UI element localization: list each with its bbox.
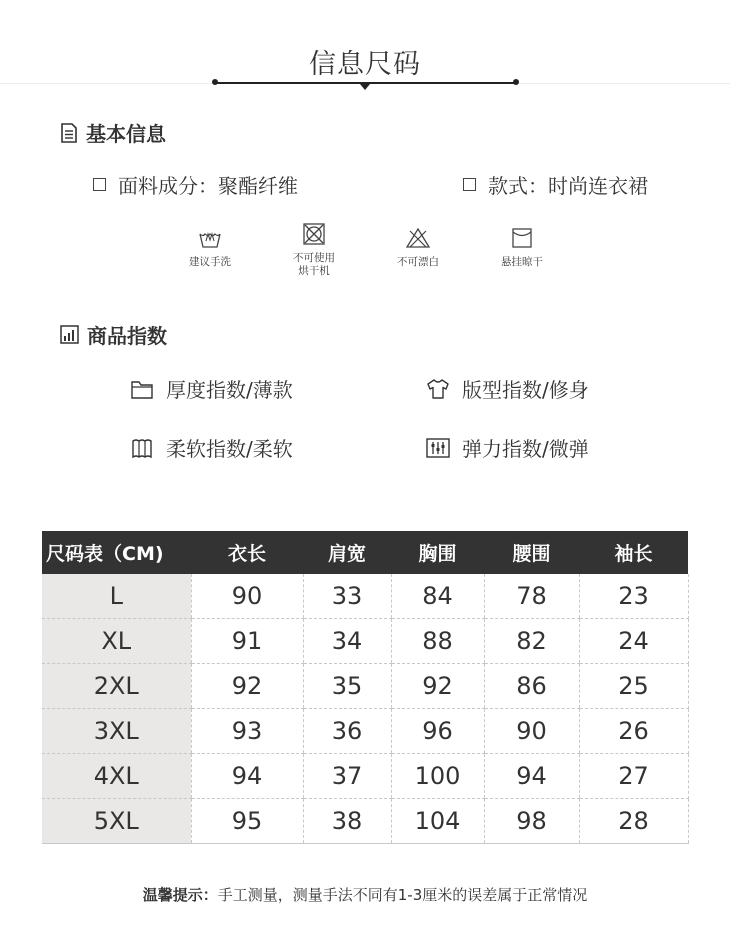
table-cell: 78 — [484, 574, 579, 619]
table-cell: 25 — [579, 664, 688, 709]
checkbox-icon — [463, 178, 476, 191]
care-label: 建议手洗 — [189, 256, 231, 268]
table-cell: 93 — [191, 709, 303, 754]
table-cell: 33 — [303, 574, 391, 619]
care-no-tumble-dry — [269, 222, 359, 278]
table-header-row — [42, 531, 688, 574]
size-cell: XL — [42, 619, 191, 664]
table-row — [42, 709, 688, 754]
table-row — [42, 574, 688, 619]
table-cell: 23 — [579, 574, 688, 619]
checkbox-icon — [93, 178, 106, 191]
note-prefix: 温馨提示： — [142, 886, 218, 904]
basic-info-heading — [60, 118, 166, 147]
care-hang-dry — [477, 226, 567, 269]
table-cell: 88 — [391, 619, 484, 664]
fabric-attribute — [93, 170, 298, 199]
bar-chart-icon — [60, 325, 79, 344]
hang-dry-icon — [510, 226, 534, 250]
index-label: 弹力指数/微弹 — [462, 437, 589, 461]
fabric-text: 面料成分：聚酯纤维 — [118, 174, 298, 198]
table-row — [42, 664, 688, 709]
underline-pointer-icon — [360, 84, 370, 90]
table-cell: 104 — [391, 799, 484, 844]
table-cell: 24 — [579, 619, 688, 664]
tshirt-icon — [426, 378, 450, 400]
table-cell: 90 — [191, 574, 303, 619]
table-cell: 98 — [484, 799, 579, 844]
table-cell: 90 — [484, 709, 579, 754]
table-cell: 94 — [484, 754, 579, 799]
care-label: 不可漂白 — [397, 256, 439, 268]
header-size: 尺码表（CM) — [42, 531, 191, 574]
header-waist: 腰围 — [484, 531, 579, 574]
size-cell: 2XL — [42, 664, 191, 709]
care-no-bleach — [373, 226, 463, 269]
care-label-line2: 烘干机 — [298, 265, 330, 277]
table-cell: 86 — [484, 664, 579, 709]
table-row — [42, 799, 688, 844]
page-title: 信息尺码 — [309, 49, 421, 80]
table-cell: 92 — [391, 664, 484, 709]
index-fit — [426, 374, 589, 403]
table-cell: 100 — [391, 754, 484, 799]
basic-info-title: 基本信息 — [86, 122, 166, 146]
table-cell: 92 — [191, 664, 303, 709]
no-tumble-dry-icon — [302, 222, 326, 246]
table-cell: 27 — [579, 754, 688, 799]
table-cell: 82 — [484, 619, 579, 664]
care-hand-wash — [165, 226, 255, 269]
care-label-line1: 不可使用 — [293, 252, 335, 264]
underline-dot-left — [212, 79, 218, 85]
table-cell: 91 — [191, 619, 303, 664]
header-sleeve: 袖长 — [579, 531, 688, 574]
style-attribute — [463, 170, 648, 199]
index-thickness — [130, 374, 293, 403]
product-index-title: 商品指数 — [87, 324, 167, 348]
index-label: 版型指数/修身 — [462, 378, 589, 402]
table-row — [42, 619, 688, 664]
table-cell: 28 — [579, 799, 688, 844]
fabric-roll-icon — [130, 437, 154, 459]
table-cell: 38 — [303, 799, 391, 844]
table-cell: 36 — [303, 709, 391, 754]
table-cell: 94 — [191, 754, 303, 799]
index-label: 厚度指数/薄款 — [166, 378, 293, 402]
table-cell: 37 — [303, 754, 391, 799]
hand-wash-icon — [197, 226, 223, 250]
table-cell: 26 — [579, 709, 688, 754]
index-label: 柔软指数/柔软 — [166, 437, 293, 461]
folder-icon — [130, 378, 154, 400]
header-length: 衣长 — [191, 531, 303, 574]
measurement-note — [0, 884, 730, 905]
table-cell: 84 — [391, 574, 484, 619]
section-header — [0, 0, 730, 100]
no-bleach-icon — [405, 226, 431, 250]
size-cell: L — [42, 574, 191, 619]
size-cell: 3XL — [42, 709, 191, 754]
style-text: 款式：时尚连衣裙 — [488, 174, 648, 198]
table-row — [42, 754, 688, 799]
size-cell: 5XL — [42, 799, 191, 844]
table-cell: 34 — [303, 619, 391, 664]
header-chest: 胸围 — [391, 531, 484, 574]
product-index-heading — [60, 320, 167, 349]
sliders-icon — [426, 437, 450, 459]
care-label: 悬挂晾干 — [501, 256, 543, 268]
size-cell: 4XL — [42, 754, 191, 799]
underline-dot-right — [513, 79, 519, 85]
index-elasticity — [426, 433, 589, 462]
table-cell: 96 — [391, 709, 484, 754]
table-cell: 95 — [191, 799, 303, 844]
document-icon — [60, 123, 78, 143]
note-text: 手工测量，测量手法不同有1-3厘米的误差属于正常情况 — [217, 886, 588, 904]
index-softness — [130, 433, 293, 462]
table-cell: 35 — [303, 664, 391, 709]
header-shoulder: 肩宽 — [303, 531, 391, 574]
size-table — [42, 531, 689, 844]
